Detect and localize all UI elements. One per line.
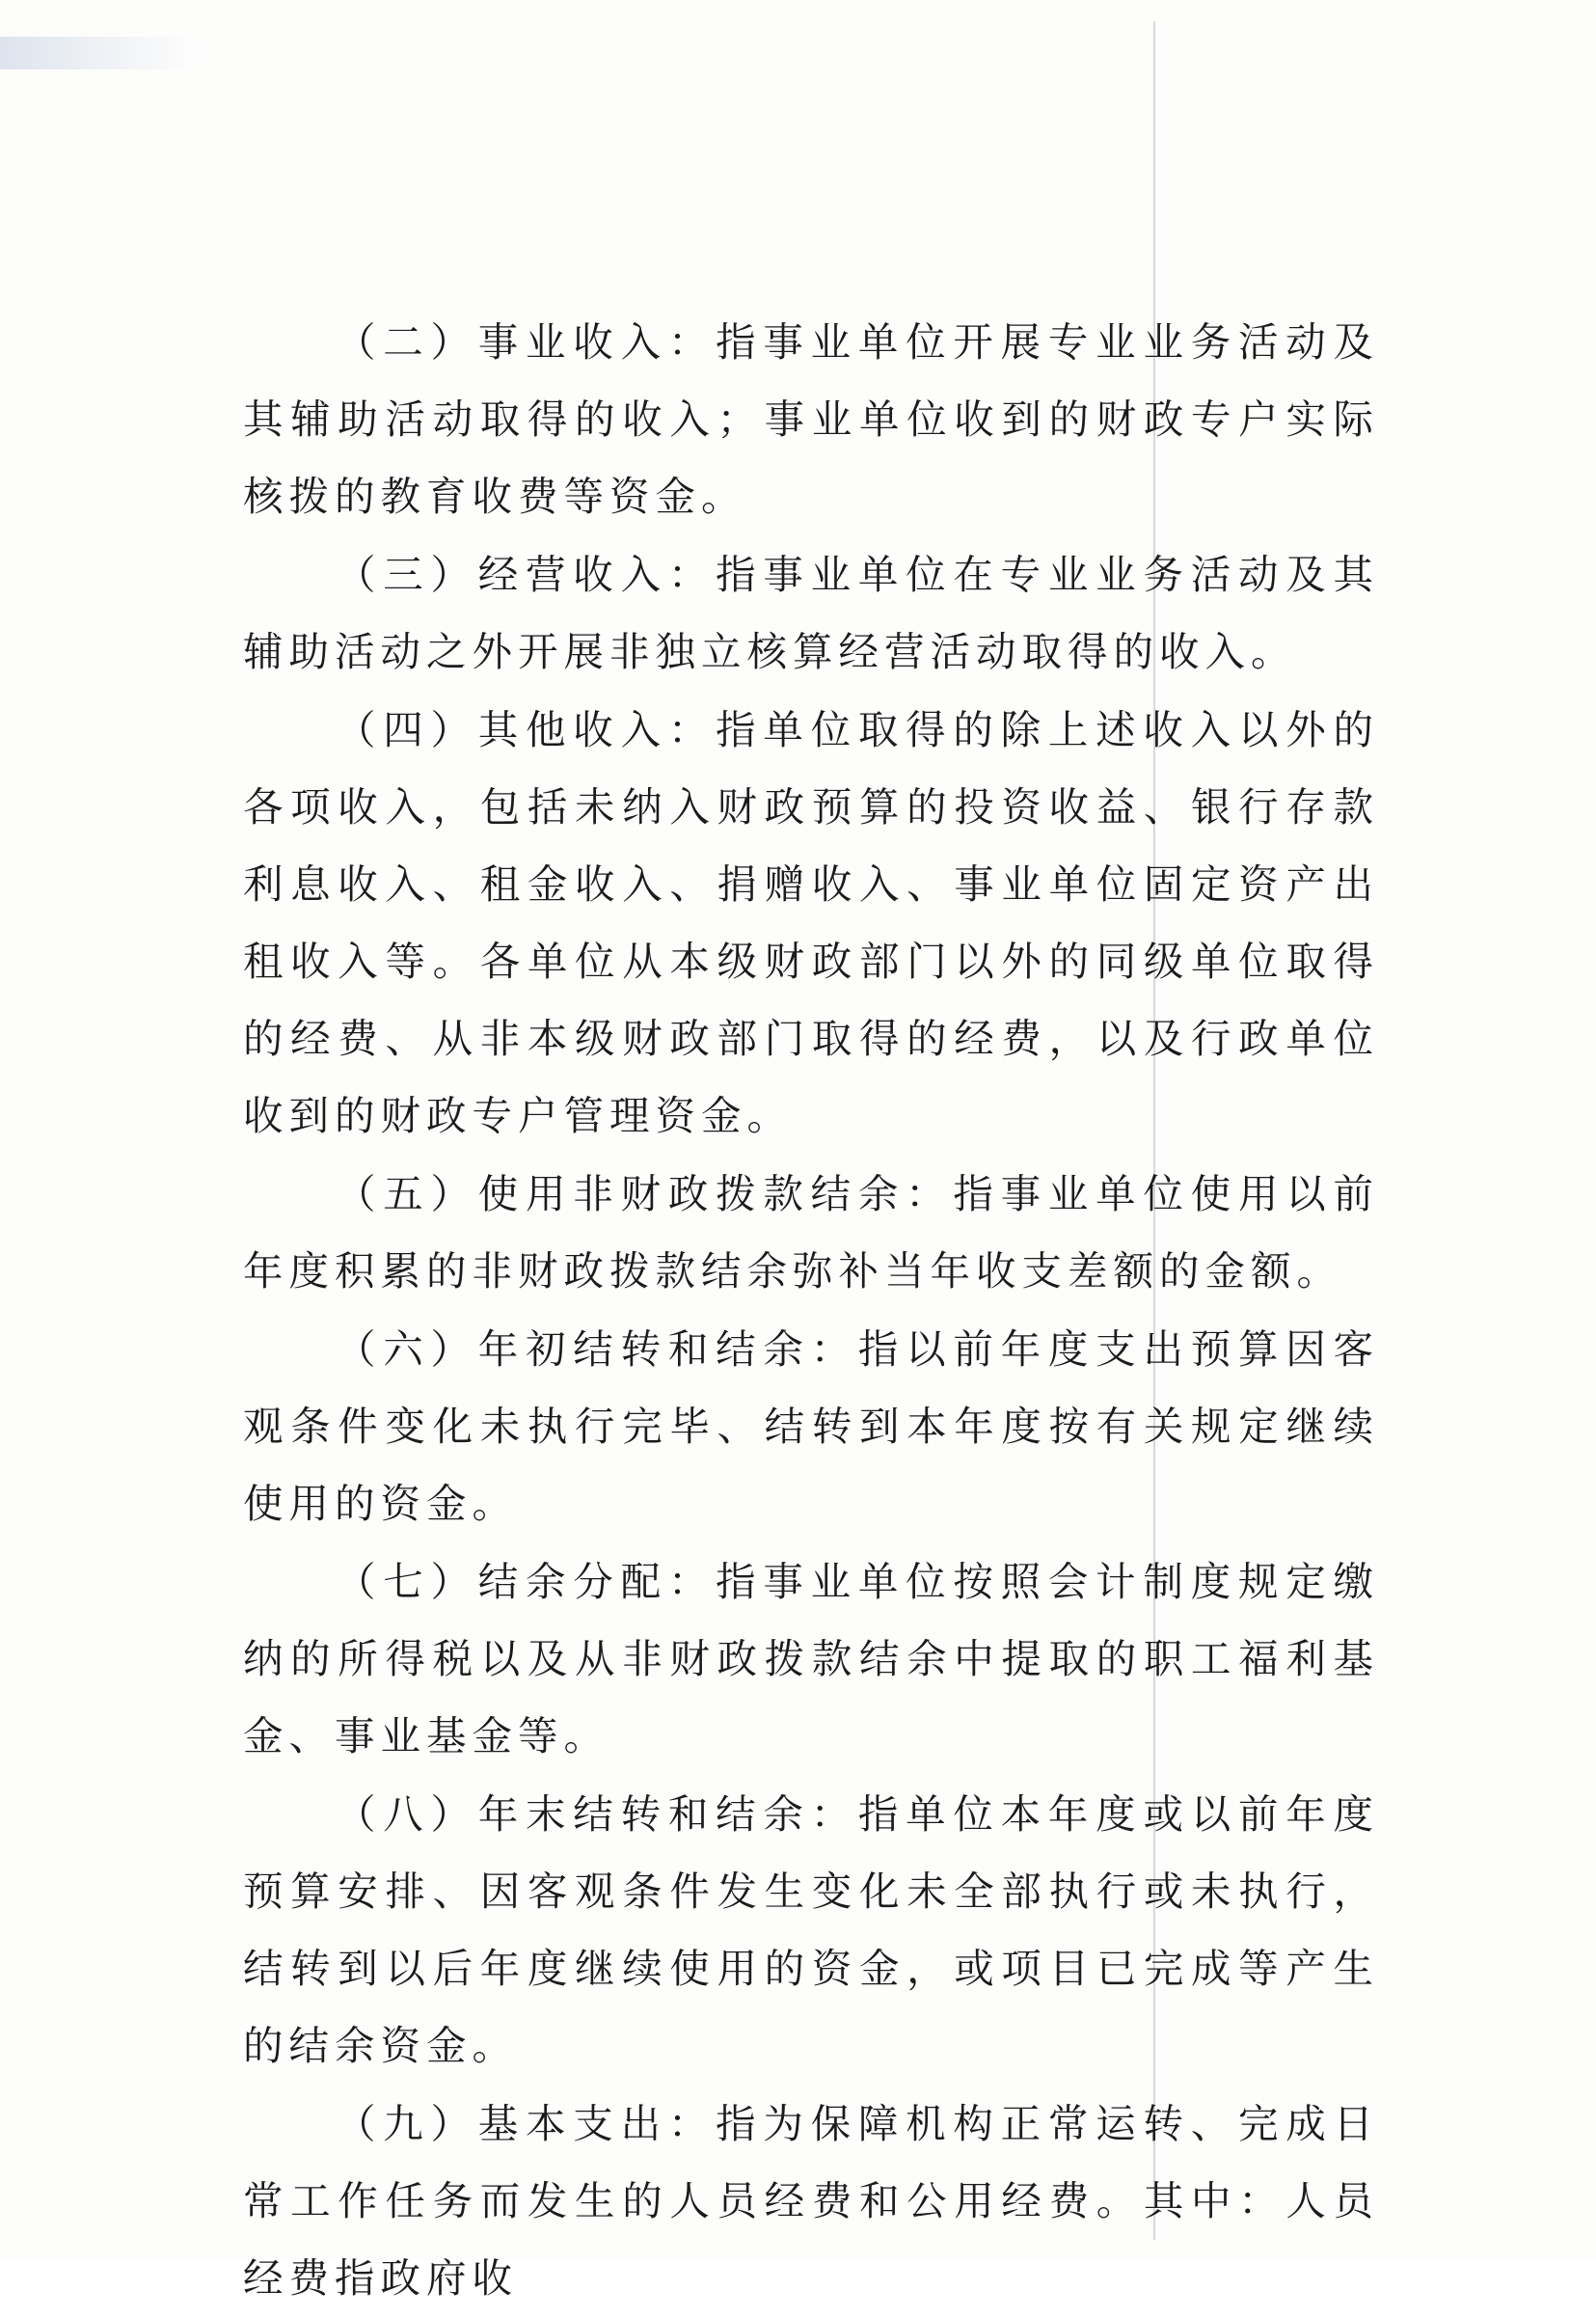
paragraph-opening-carryover: （六）年初结转和结余：指以前年度支出预算因客观条件变化未执行完毕、结转到本年度按有关规定继续使用的资金。	[243, 1325, 1379, 1527]
paragraph-operating-income: （三）经营收入：指事业单位在专业业务活动及其辅助活动之外开展非独立核算经营活动取得的收入。	[243, 551, 1379, 675]
paragraph-other-income: （四）其他收入：指单位取得的除上述收入以外的各项收入，包括未纳入财政预算的投资收益、银行存款利息收入、租金收入、捐赠收入、事业单位固定资产出租收入等。各单位从本级财政部门以外的同级单位取得的经费、从非本级财政部门取得的经费，以及行政单位收到的财政专户管理资金。	[243, 706, 1379, 1139]
paragraph-basic-expenditure: （九）基本支出：指为保障机构正常运转、完成日常工作任务而发生的人员经费和公用经费。其中：人员经费指政府收	[243, 2100, 1379, 2302]
paragraph-surplus-distribution: （七）结余分配：指事业单位按照会计制度规定缴纳的所得税以及从非财政拨款结余中提取的职工福利基金、事业基金等。	[243, 1558, 1379, 1759]
document-body	[243, 304, 1379, 2318]
paragraph-non-fiscal-surplus: （五）使用非财政拨款结余：指事业单位使用以前年度积累的非财政拨款结余弥补当年收支差额的金额。	[243, 1170, 1379, 1295]
paragraph-closing-carryover: （八）年末结转和结余：指单位本年度或以前年度预算安排、因客观条件发生变化未全部执行或未执行，结转到以后年度继续使用的资金，或项目已完成等产生的结余资金。	[243, 1790, 1379, 2069]
scan-artifact	[0, 37, 198, 69]
paragraph-business-income: （二）事业收入：指事业单位开展专业业务活动及其辅助活动取得的收入；事业单位收到的财政专户实际核拨的教育收费等资金。	[243, 318, 1379, 520]
